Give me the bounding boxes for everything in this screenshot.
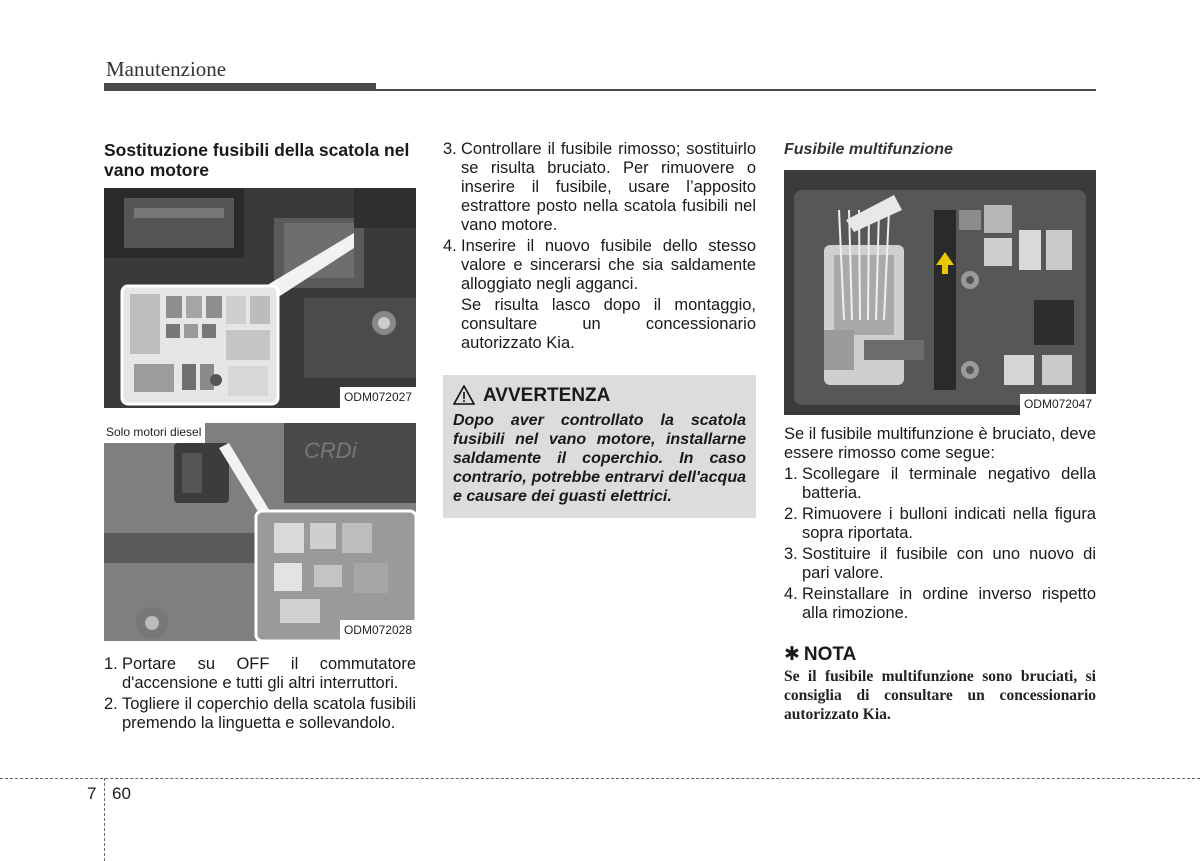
step-text: Rimuovere i bulloni indicati nella figura sopra riportata.: [802, 505, 1096, 542]
list-item: [784, 465, 1096, 503]
note-text: Se il fusibile multifunzione sono bruciati, si consiglia di consultare un concessionario autorizzato Kia.: [784, 668, 1096, 723]
step-text: Inserire il nuovo fusibile dello stesso valore e sincerarsi che sia saldamente alloggiato negli agganci.: [461, 237, 756, 293]
step-text: Scollegare il terminale negativo della batteria.: [802, 465, 1096, 502]
column-left: [104, 140, 416, 735]
warning-box: [443, 375, 756, 518]
step-number: 4.: [784, 585, 798, 603]
figure-code: ODM072027: [340, 387, 416, 408]
multifunction-fuse-photo: [784, 170, 1096, 415]
asterisk-icon: ✱: [784, 644, 800, 665]
step-text: Sostituire il fusibile con uno nuovo di pari valore.: [802, 545, 1096, 582]
diesel-engine-illustration: [104, 423, 416, 641]
note-title: [784, 645, 1096, 664]
step-number: 4.: [443, 237, 457, 255]
step-number: 1.: [104, 655, 118, 673]
figure-code: ODM072028: [340, 620, 416, 641]
chapter-number: 7: [87, 784, 97, 803]
figure-caption: Solo motori diesel: [104, 423, 205, 443]
running-header-title: Manutenzione: [106, 57, 227, 81]
section-heading: Fusibile multifunzione: [784, 141, 953, 158]
list-item: [784, 545, 1096, 583]
step-number: 2.: [104, 695, 118, 713]
steps-list: [784, 465, 1096, 623]
step-text: Reinstallare in ordine inverso rispetto alla rimozione.: [802, 585, 1096, 622]
multifunction-fuse-illustration: [784, 170, 1096, 415]
steps-list: [104, 655, 416, 733]
footer-dashed-rule: [0, 778, 1200, 779]
engine-bay-illustration: [104, 188, 416, 408]
warning-title: [453, 385, 746, 405]
step-number: 3.: [443, 140, 457, 158]
list-item: [104, 655, 416, 693]
column-right: [784, 140, 1096, 724]
header-rule-thin: [104, 89, 1096, 91]
step-text: Controllare il fusibile rimosso; sostituirlo se risulta bruciato. Per rimuovere o inserire il fusibile, usare l’apposito estrattore posto nella scatola fusibili nel vano motore.: [461, 140, 756, 234]
step-text: Togliere il coperchio della scatola fusibili premendo la linguetta e sollevandolo.: [122, 695, 416, 732]
step-number: 2.: [784, 505, 798, 523]
list-item: [104, 695, 416, 733]
list-item: [443, 237, 756, 294]
list-item: [443, 140, 756, 235]
page-number: 60: [112, 784, 131, 803]
step-text: Portare su OFF il commutatore d'accensione e tutti gli altri interruttori.: [122, 655, 416, 692]
list-item: [784, 585, 1096, 623]
section-heading: Sostituzione fusibili della scatola nel vano motore: [104, 140, 410, 180]
step-number: 1.: [784, 465, 798, 483]
diesel-fuse-box-photo: [104, 423, 416, 641]
step-number: 3.: [784, 545, 798, 563]
intro-paragraph: Se il fusibile multifunzione è bruciato, deve essere rimosso come segue:: [784, 425, 1096, 462]
step-note: Se risulta lasco dopo il montaggio, consultare un concessionario autorizzato Kia.: [461, 296, 756, 352]
list-item: [784, 505, 1096, 543]
figure-code: ODM072047: [1020, 394, 1096, 415]
warning-text: Dopo aver controllato la scatola fusibili nel vano motore, installarne saldamente il coperchio. In caso contrario, potrebbe entrarvi dell'acqua e causare dei guasti elettrici.: [453, 412, 746, 505]
svg-text:CRDi: CRDi: [304, 438, 357, 463]
column-middle: [443, 140, 756, 518]
footer-vertical-dashed-rule: [104, 778, 105, 861]
note-title-text: NOTA: [803, 644, 857, 665]
engine-fuse-box-photo: [104, 188, 416, 408]
warning-triangle-icon: [453, 385, 475, 405]
warning-title-text: AVVERTENZA: [483, 384, 611, 406]
steps-list: [443, 140, 756, 294]
